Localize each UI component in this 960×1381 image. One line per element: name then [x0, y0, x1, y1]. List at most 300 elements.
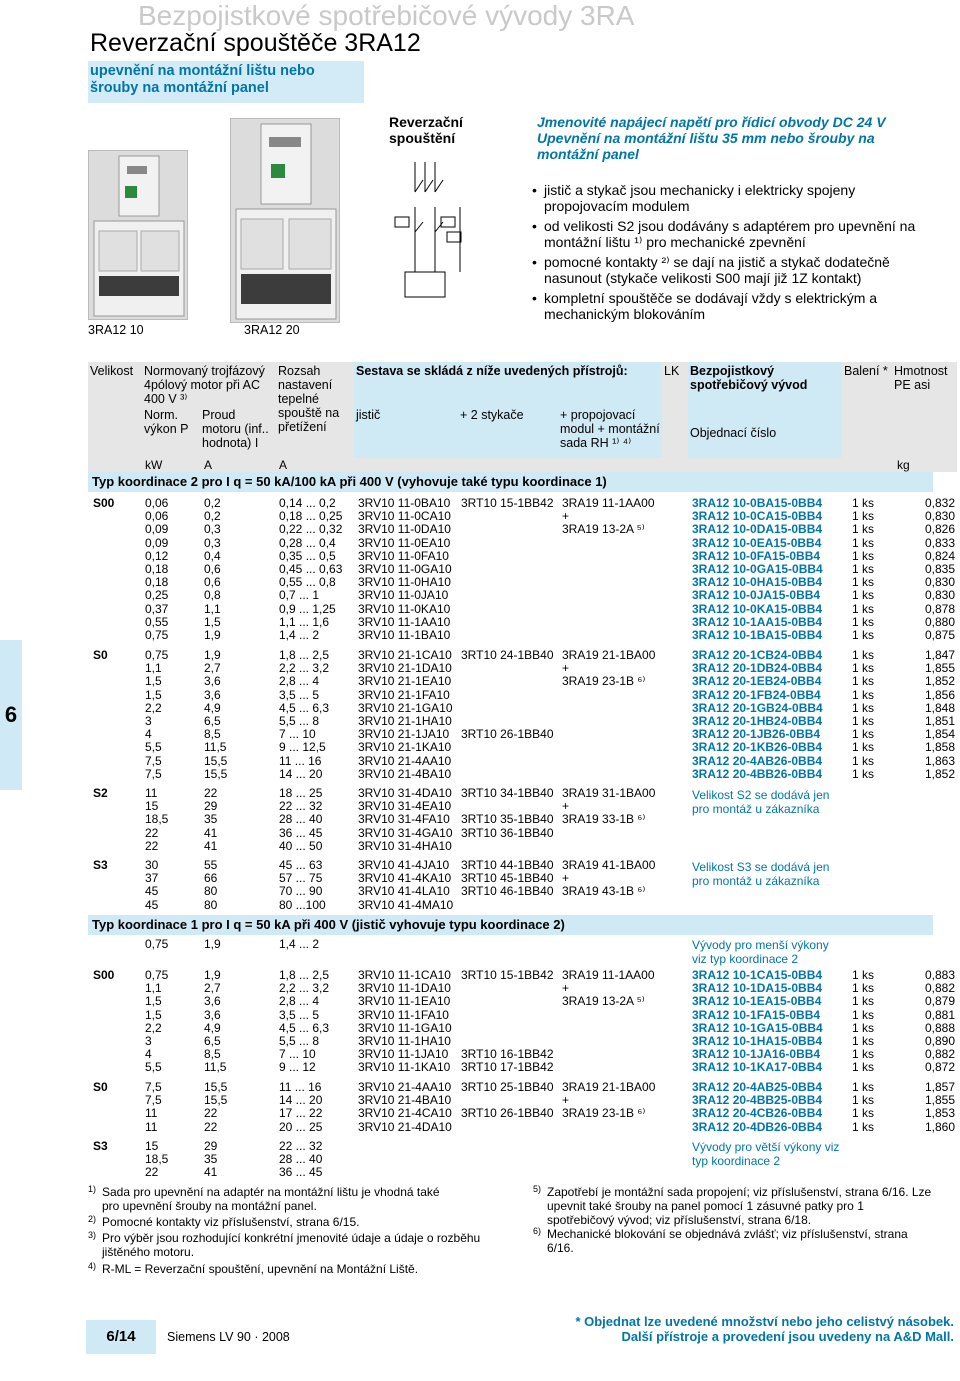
- cell-a: 2,7: [204, 981, 221, 996]
- cell-a: 11,5: [204, 740, 227, 755]
- th-lk: LK: [662, 362, 688, 458]
- cell-kw: 45: [145, 897, 159, 912]
- cell-a: 22: [204, 1106, 218, 1121]
- cell-w: 0,882: [924, 1047, 955, 1062]
- cell-w: 1,853: [924, 1106, 955, 1121]
- cell-kw: 5,5: [145, 740, 162, 755]
- cell-pk: 1 ks: [852, 614, 875, 629]
- cell-st: 3RT10 17-1BB42: [461, 1060, 554, 1075]
- cell-set: 22 ... 32: [279, 1139, 323, 1153]
- th-setting: Rozsah nastavení tepelné spouště na přetížení: [276, 362, 354, 458]
- cell-kw: 11: [145, 1106, 158, 1121]
- cell-set: 80 ...100: [279, 897, 326, 912]
- cell-st: 3RT10 24-1BB40: [461, 648, 554, 662]
- cell-w: 1,854: [924, 727, 955, 742]
- cell-st: 3RT10 26-1BB40: [461, 727, 554, 742]
- cell-a: 8,5: [204, 1047, 221, 1062]
- feature-list: [532, 182, 932, 326]
- cell-sz: S00: [93, 496, 115, 510]
- cell-ord: 3RA12 10-0KA15-0BB4: [692, 601, 823, 616]
- th-motor: Normovaný trojfázový 4pólový motor při AC 400 V ³⁾: [142, 362, 276, 406]
- cell-kw: 3: [145, 1034, 152, 1048]
- cell-w: 0,872: [924, 1060, 955, 1075]
- cell-set: 14 ... 20: [279, 1093, 323, 1108]
- cell-kw: 1,5: [145, 687, 162, 702]
- footnote-1: 1) Sada pro upevnění na adaptér na montážní lištu je vhodná také pro upevnění šrouby na montážní panel.: [88, 1185, 458, 1213]
- cell-pk: 1 ks: [852, 496, 875, 510]
- cell-set: 40 ... 50: [279, 838, 323, 853]
- cell-kw: 0,18: [145, 575, 169, 590]
- cell-w: 0,830: [924, 588, 955, 603]
- cell-pk: 1 ks: [852, 575, 875, 590]
- cell-kw: 0,09: [145, 535, 169, 550]
- cell-kw: 1,5: [145, 1007, 162, 1022]
- cell-pk: 1 ks: [852, 981, 875, 996]
- cell-ord: 3RA12 10-1DA15-0BB4: [692, 981, 823, 996]
- footnote-6-text: Mechanické blokování se objednává zvlášť; viz příslušenství, strana 6/16.: [547, 1227, 908, 1255]
- cell-j: 3RV10 31-4FA10: [358, 812, 450, 827]
- cell-kw: 18,5: [145, 812, 169, 827]
- cell-pk: 1 ks: [852, 1007, 875, 1022]
- section-coordination-1: Typ koordinace 1 pro I q = 50 kA při 400 V (jistič vyhovuje typu koordinace 2): [88, 915, 933, 935]
- catalog-reference: Siemens LV 90 · 2008: [167, 1330, 290, 1344]
- cell-a: 3,6: [204, 674, 221, 689]
- cell-mod: +: [562, 661, 570, 676]
- footnote-5-text: Zapotřebí je montážní sada propojení; viz příslušenství, strana 6/16. Lze upevnit také šrouby na panel pomocí 1 zásuvné patky pro 1 spotřebičový vývod; viz příslušenství, strana 6/18.: [547, 1185, 932, 1227]
- cell-a: 0,2: [204, 509, 221, 524]
- cell-sz: S2: [93, 786, 108, 800]
- cell-j: 3RV10 21-1EA10: [358, 674, 452, 689]
- cell-set: 0,35 ... 0,5: [279, 548, 336, 563]
- cell-j: 3RV10 11-1CA10: [358, 968, 451, 982]
- cell-kw: 0,12: [145, 548, 169, 563]
- cell-a: 41: [204, 1165, 218, 1180]
- spec-heading: Jmenovité napájecí napětí pro řídicí obvody DC 24 V Upevnění na montážní lištu 35 mm nebo šrouby na montážní panel: [537, 114, 886, 162]
- th-pack: Balení *: [842, 362, 892, 458]
- cell-pk: 1 ks: [852, 548, 875, 563]
- cell-kw: 4: [145, 1047, 152, 1062]
- unit-kg: kg: [897, 458, 910, 472]
- feature-item: • pomocné kontakty ²⁾ se dají na jistič a stykač dodatečně nasunout (stykače velikosti S00 mají již 1Z kontakt): [532, 254, 932, 286]
- cell-w: 0,888: [924, 1020, 955, 1035]
- cell-set: 5,5 ... 8: [279, 714, 320, 728]
- cell-st: 3RT10 35-1BB40: [461, 812, 554, 827]
- cell-a: 29: [204, 799, 218, 814]
- cell-w: 0,880: [924, 614, 955, 629]
- cell-set: 4,5 ... 6,3: [279, 1020, 330, 1035]
- cell-a: 0,2: [204, 496, 221, 510]
- cell-a: 29: [204, 1139, 218, 1153]
- cell-j: 3RV10 11-1KA10: [358, 1060, 451, 1075]
- cell-j: 3RV10 11-1EA10: [358, 994, 451, 1009]
- cell-set: 22 ... 32: [279, 799, 323, 814]
- cell-set: 2,8 ... 4: [279, 674, 320, 689]
- cell-j: 3RV10 11-0GA10: [358, 562, 452, 576]
- cell-set: 2,2 ... 3,2: [279, 661, 330, 676]
- cell-j: 3RV10 21-1FA10: [358, 687, 450, 702]
- footnote-3-text: Pro výběr jsou rozhodující konkrétní jmenovité údaje a údaje o rozběhu jištěného motoru.: [102, 1231, 481, 1259]
- cell-w: 0,826: [924, 522, 955, 537]
- cell-ord: 3RA12 10-1HA15-0BB4: [692, 1034, 823, 1048]
- cell-w: 1,847: [924, 648, 955, 662]
- cell-a: 6,5: [204, 1034, 221, 1048]
- cell-set: 2,2 ... 3,2: [279, 981, 330, 996]
- cell-ord: 3RA12 10-0BA15-0BB4: [692, 496, 823, 510]
- cell-pk: 1 ks: [852, 1047, 875, 1062]
- cell-j: 3RV10 21-4CA10: [358, 1106, 452, 1121]
- cell-pk: 1 ks: [852, 714, 875, 728]
- cell-w: 0,882: [924, 981, 955, 996]
- cell-j: 3RV10 11-0FA10: [358, 548, 449, 563]
- cell-pk: 1 ks: [852, 674, 875, 689]
- cell-set: 0,18 ... 0,25: [279, 509, 343, 524]
- cell-pk: 1 ks: [852, 727, 875, 742]
- cell-w: 1,857: [924, 1080, 955, 1094]
- cell-pk: 1 ks: [852, 766, 875, 781]
- cell-a: 1,1: [204, 601, 221, 616]
- cell-set: 28 ... 40: [279, 1152, 323, 1167]
- cell-kw: 1,5: [145, 674, 162, 689]
- cell-ord: 3RA12 20-1HB24-0BB4: [692, 714, 823, 728]
- cell-set: 0,7 ... 1: [279, 588, 320, 603]
- cell-st: 3RT10 34-1BB40: [461, 786, 554, 800]
- cell-pk: 1 ks: [852, 1080, 875, 1094]
- cell-j: 3RV10 11-0HA10: [358, 575, 451, 590]
- cell-kw: 0,18: [145, 562, 169, 576]
- cell-pk: 1 ks: [852, 588, 875, 603]
- cell-w: 0,883: [924, 968, 955, 982]
- cell-pk: 1 ks: [852, 1093, 875, 1108]
- cell-set: 17 ... 22: [279, 1106, 323, 1121]
- photo-caption-right: 3RA12 20: [244, 323, 300, 337]
- cell-mod: 3RA19 41-1BA00: [562, 858, 656, 872]
- cell-ord: 3RA12 10-1BA15-0BB4: [692, 628, 823, 642]
- cell-mod: 3RA19 13-2A ⁵⁾: [562, 522, 645, 537]
- cell-sz: S3: [93, 858, 108, 872]
- cell-w: 1,860: [924, 1119, 955, 1134]
- cell-j: 3RV10 41-4MA10: [358, 897, 454, 912]
- cell-mod: +: [562, 799, 570, 814]
- cell-set: 0,9 ... 1,25: [279, 601, 336, 616]
- cell-a: 0,6: [204, 562, 221, 576]
- cell-set: 7 ... 10: [279, 1047, 316, 1062]
- cell-pk: 1 ks: [852, 509, 875, 524]
- cell-set: 11 ... 16: [279, 1080, 322, 1094]
- cell-ord: 3RA12 20-1DB24-0BB4: [692, 661, 823, 676]
- cell-set: 1,8 ... 2,5: [279, 648, 330, 662]
- cell-w: 1,852: [924, 674, 955, 689]
- th-weight: Hmotnost PE asi: [892, 362, 957, 458]
- cell-j: 3RV10 11-0JA10: [358, 588, 449, 603]
- cell-kw: 1,1: [145, 661, 162, 676]
- cell-mod: +: [562, 981, 570, 996]
- cell-j: 3RV10 11-1JA10: [358, 1047, 449, 1062]
- cell-w: 1,863: [924, 753, 955, 768]
- cell-kw: 3: [145, 714, 152, 728]
- cell-kw: 22: [145, 838, 159, 853]
- cell-j: 3RV10 11-0CA10: [358, 509, 451, 524]
- cell-a: 35: [204, 1152, 218, 1167]
- cell-ord: 3RA12 10-1EA15-0BB4: [692, 994, 822, 1009]
- cell-set: 45 ... 63: [279, 858, 323, 872]
- cell-pk: 1 ks: [852, 1119, 875, 1134]
- cell-st: 3RT10 15-1BB42: [461, 496, 554, 510]
- cell-a: 2,7: [204, 661, 221, 676]
- cell-set: 3,5 ... 5: [279, 1007, 320, 1022]
- cell-pk: 1 ks: [852, 628, 875, 642]
- cell-a: 55: [204, 858, 218, 872]
- th-composition: Sestava se skládá z níže uvedených přístrojů:: [354, 362, 662, 406]
- cell-kw: 22: [145, 825, 159, 840]
- cell-j: 3RV10 31-4GA10: [358, 825, 453, 840]
- starter-image-small: [89, 151, 189, 321]
- cell-set: 70 ... 90: [279, 884, 323, 899]
- cell-j: 3RV10 11-1BA10: [358, 628, 451, 642]
- cell-sz: S00: [93, 968, 115, 982]
- cell-set: 1,1 ... 1,6: [279, 614, 330, 629]
- cell-w: 1,858: [924, 740, 955, 755]
- cell-pk: 1 ks: [852, 522, 875, 537]
- cell-ord: 3RA12 20-4DB26-0BB4: [692, 1119, 823, 1134]
- cell-set: 5,5 ... 8: [279, 1034, 320, 1048]
- cell-kw: 7,5: [145, 753, 162, 768]
- cell-a: 3,6: [204, 1007, 221, 1022]
- cell-pk: 1 ks: [852, 661, 875, 676]
- cell-mod: 3RA19 43-1B ⁶⁾: [562, 884, 646, 899]
- cell-a: 35: [204, 812, 218, 827]
- cell-st: 3RT10 16-1BB42: [461, 1047, 554, 1062]
- cell-pk: 1 ks: [852, 740, 875, 755]
- cell-set: 57 ... 75: [279, 871, 323, 886]
- note-small: Vývody pro menší výkony viz typ koordinace 2: [692, 938, 829, 966]
- cell-ord: 3RA12 10-1FA15-0BB4: [692, 1007, 821, 1022]
- footnote-4: 4) R-ML = Reverzační spouštění, upevnění na Montážní Liště.: [88, 1262, 458, 1276]
- th-size: Velikost: [88, 362, 142, 472]
- cell-w: 1,851: [924, 714, 955, 728]
- cell-kw: 5,5: [145, 1060, 162, 1075]
- cell-ord: 3RA12 10-0HA15-0BB4: [692, 575, 823, 590]
- cell-j: 3RV10 11-1DA10: [358, 981, 451, 996]
- cell-j: 3RV10 21-1KA10: [358, 740, 452, 755]
- cell-w: 1,856: [924, 687, 955, 702]
- footnote-4-text: R-ML = Reverzační spouštění, upevnění na Montážní Liště.: [102, 1262, 419, 1276]
- cell-st: 3RT10 46-1BB40: [461, 884, 554, 899]
- footnote-5: 5) Zapotřebí je montážní sada propojení; viz příslušenství, strana 6/16. Lze upevnit také šrouby na panel pomocí 1 zásuvné patky pro 1 spotřebičový vývod; viz příslušenství, strana 6/18.: [533, 1184, 932, 1227]
- cell-w: 1,852: [924, 766, 955, 781]
- cell-a: 11,5: [204, 1060, 227, 1075]
- cell-w: 0,830: [924, 509, 955, 524]
- cell-set: 2,8 ... 4: [279, 994, 320, 1009]
- cell-kw: 11: [145, 786, 158, 800]
- page-title: Reverzační spouštěče 3RA12: [90, 29, 421, 57]
- cell-pk: 1 ks: [852, 535, 875, 550]
- cell-a: 15,5: [204, 1093, 228, 1108]
- cell-w: 0,835: [924, 562, 955, 576]
- cell-pk: 1 ks: [852, 994, 875, 1009]
- cell-kw: 7,5: [145, 1080, 162, 1094]
- cell-kw: 7,5: [145, 1093, 162, 1108]
- cell-kw: 30: [145, 858, 159, 872]
- cell-a: 22: [204, 1119, 218, 1134]
- cell-j: 3RV10 11-0DA10: [358, 522, 451, 537]
- cell-kw: 4: [145, 727, 152, 742]
- cell-ord: 3RA12 20-1FB24-0BB4: [692, 687, 821, 702]
- photo-caption-left: 3RA12 10: [88, 323, 144, 337]
- cell-ord: 3RA12 20-4BB26-0BB4: [692, 766, 823, 781]
- cell-a: 0,8: [204, 588, 221, 603]
- circuit-title: Reverzační spouštění: [389, 114, 463, 146]
- cell-j: 3RV10 31-4HA10: [358, 838, 452, 853]
- cell-a: 1,9: [204, 968, 221, 982]
- cell-ord: 3RA12 20-1JB26-0BB4: [692, 727, 821, 742]
- cell-w: 0,830: [924, 575, 955, 590]
- order-note: * Objednat lze uvedené množství nebo jeho celistvý násobek.: [575, 1314, 954, 1329]
- cell-j: 3RV10 41-4KA10: [358, 871, 452, 886]
- cell-set: 0,28 ... 0,4: [279, 535, 336, 550]
- feature-item: • od velikosti S2 jsou dodávány s adaptérem pro upevnění na montážní lištu ¹⁾ pro mechanické zpevnění: [532, 218, 932, 250]
- unit-kw: kW: [145, 458, 163, 472]
- cell-set: 7 ... 10: [279, 727, 316, 742]
- cell-ord: 3RA12 20-4AB25-0BB4: [692, 1080, 823, 1094]
- cell-set: 1,4 ... 2: [279, 937, 320, 951]
- cell-kw: 0,06: [145, 496, 169, 510]
- cell-mod: +: [562, 509, 570, 524]
- cell-kw: 15: [145, 1139, 159, 1153]
- cell-kw: 2,2: [145, 700, 162, 715]
- cell-set: 0,45 ... 0,63: [279, 562, 343, 576]
- cell-a: 1,9: [204, 628, 221, 642]
- cell-kw: 0,09: [145, 522, 169, 537]
- cell-pk: 1 ks: [852, 562, 875, 576]
- cell-ord: 3RA12 20-4BB25-0BB4: [692, 1093, 823, 1108]
- cell-ord: 3RA12 10-1GA15-0BB4: [692, 1020, 823, 1035]
- th-contactors: + 2 stykače: [458, 406, 558, 458]
- note-big: Vývody pro větší výkony viz typ koordinace 2: [692, 1140, 840, 1168]
- cell-a: 1,5: [204, 614, 221, 629]
- cell-mod: 3RA19 23-1B ⁶⁾: [562, 674, 646, 689]
- cell-kw: 0,06: [145, 509, 169, 524]
- cell-a: 0,3: [204, 535, 221, 550]
- cell-set: 0,55 ... 0,8: [279, 575, 336, 590]
- th-breaker: jistič: [354, 406, 458, 458]
- cell-j: 3RV10 21-4AA10: [358, 1080, 452, 1094]
- cell-set: 18 ... 25: [279, 786, 323, 800]
- cell-st: 3RT10 15-1BB42: [461, 968, 554, 982]
- cell-a: 0,6: [204, 575, 221, 590]
- cell-set: 9 ... 12,5: [279, 740, 326, 755]
- cell-kw: 0,75: [145, 968, 169, 982]
- chapter-tab: 6: [0, 640, 22, 790]
- cell-a: 66: [204, 871, 218, 886]
- cell-w: 0,878: [924, 601, 955, 616]
- footnote-3: 3) Pro výběr jsou rozhodující konkrétní jmenovité údaje a údaje o rozběhu jištěného motoru.: [88, 1231, 488, 1259]
- cell-st: 3RT10 45-1BB40: [461, 871, 554, 886]
- cell-set: 36 ... 45: [279, 825, 323, 840]
- th-current: Proud motoru (inf.. hodnota) I: [200, 406, 276, 458]
- cell-a: 1,9: [204, 648, 221, 662]
- cell-ord: 3RA12 10-0DA15-0BB4: [692, 522, 823, 537]
- cell-w: 1,855: [924, 661, 955, 676]
- cell-j: 3RV10 21-4BA10: [358, 1093, 452, 1108]
- cell-pk: 1 ks: [852, 1106, 875, 1121]
- cell-a: 4,9: [204, 1020, 221, 1035]
- cell-pk: 1 ks: [852, 1034, 875, 1048]
- cell-ord: 3RA12 10-0CA15-0BB4: [692, 509, 823, 524]
- cell-sz: S0: [93, 1080, 108, 1094]
- cell-j: 3RV10 41-4LA10: [358, 884, 450, 899]
- cell-w: 0,875: [924, 628, 955, 642]
- cell-mod: +: [562, 1093, 570, 1108]
- cell-ord: 3RA12 10-0GA15-0BB4: [692, 562, 823, 576]
- cell-j: 3RV10 11-1GA10: [358, 1020, 452, 1035]
- cell-j: 3RV10 11-1FA10: [358, 1007, 449, 1022]
- cell-sz: S3: [93, 1139, 108, 1153]
- cell-a: 1,9: [204, 937, 221, 951]
- cell-mod: +: [562, 871, 570, 886]
- cell-set: 14 ... 20: [279, 766, 323, 781]
- cell-a: 15,5: [204, 753, 228, 768]
- cell-w: 0,879: [924, 994, 955, 1009]
- cell-j: 3RV10 11-0EA10: [358, 535, 451, 550]
- cell-a: 15,5: [204, 1080, 228, 1094]
- cell-kw: 1,5: [145, 994, 162, 1009]
- cell-set: 11 ... 16: [279, 753, 322, 768]
- cell-a: 0,3: [204, 522, 221, 537]
- cell-st: 3RT10 36-1BB40: [461, 825, 554, 840]
- footnote-2-text: Pomocné kontakty viz příslušenství, strana 6/15.: [102, 1215, 360, 1229]
- section-coordination-2: Typ koordinace 2 pro I q = 50 kA/100 kA při 400 V (vyhovuje také typu koordinace 1): [88, 472, 933, 492]
- cell-j: 3RV10 21-1CA10: [358, 648, 452, 662]
- cell-a: 0,4: [204, 548, 221, 563]
- cell-ord: 3RA12 20-1CB24-0BB4: [692, 648, 823, 662]
- cell-set: 1,4 ... 2: [279, 628, 320, 642]
- cell-w: 0,824: [924, 548, 955, 563]
- note-s2: Velikost S2 se dodává jen pro montáž u zákazníka: [692, 788, 830, 816]
- cell-j: 3RV10 21-1HA10: [358, 714, 452, 728]
- product-photo-3ra12-20: [230, 118, 340, 323]
- cell-j: 3RV10 21-1JA10: [358, 727, 450, 742]
- cell-ord: 3RA12 10-1CA15-0BB4: [692, 968, 823, 982]
- cell-pk: 1 ks: [852, 1060, 875, 1075]
- cell-j: 3RV10 21-1DA10: [358, 661, 452, 676]
- cell-set: 36 ... 45: [279, 1165, 323, 1180]
- cell-j: 3RV10 21-4DA10: [358, 1119, 452, 1134]
- cell-mod: 3RA19 11-1AA00: [562, 968, 655, 982]
- cell-kw: 0,75: [145, 648, 169, 662]
- cell-ord: 3RA12 10-0EA15-0BB4: [692, 535, 822, 550]
- cell-set: 0,22 ... 0,32: [279, 522, 343, 537]
- cell-a: 80: [204, 897, 218, 912]
- cell-j: 3RV10 11-0KA10: [358, 601, 451, 616]
- cell-a: 80: [204, 884, 218, 899]
- cell-pk: 1 ks: [852, 648, 875, 662]
- circuit-diagram: [385, 152, 505, 302]
- cell-ord: 3RA12 20-4CB26-0BB4: [692, 1106, 823, 1121]
- footnote-1-text: Sada pro upevnění na adaptér na montážní lištu je vhodná také pro upevnění šrouby na montážní panel.: [102, 1185, 440, 1213]
- cell-set: 0,14 ... 0,2: [279, 496, 336, 510]
- cell-a: 8,5: [204, 727, 221, 742]
- cell-kw: 0,75: [145, 628, 169, 642]
- cell-j: 3RV10 31-4DA10: [358, 786, 452, 800]
- cell-j: 3RV10 21-4BA10: [358, 766, 452, 781]
- mall-note: Další přístroje a provedení jsou uvedeny na A&D Mall.: [621, 1329, 954, 1344]
- cell-a: 41: [204, 838, 218, 853]
- unit-a: A: [279, 458, 288, 472]
- cell-w: 0,881: [924, 1007, 955, 1022]
- cell-mod: 3RA19 13-2A ⁵⁾: [562, 994, 645, 1009]
- feature-item: • kompletní spouštěče se dodávají vždy s elektrickým a mechanickým blokováním: [532, 290, 932, 322]
- footnote-6: 6) Mechanické blokování se objednává zvlášť; viz příslušenství, strana 6/16.: [533, 1227, 933, 1255]
